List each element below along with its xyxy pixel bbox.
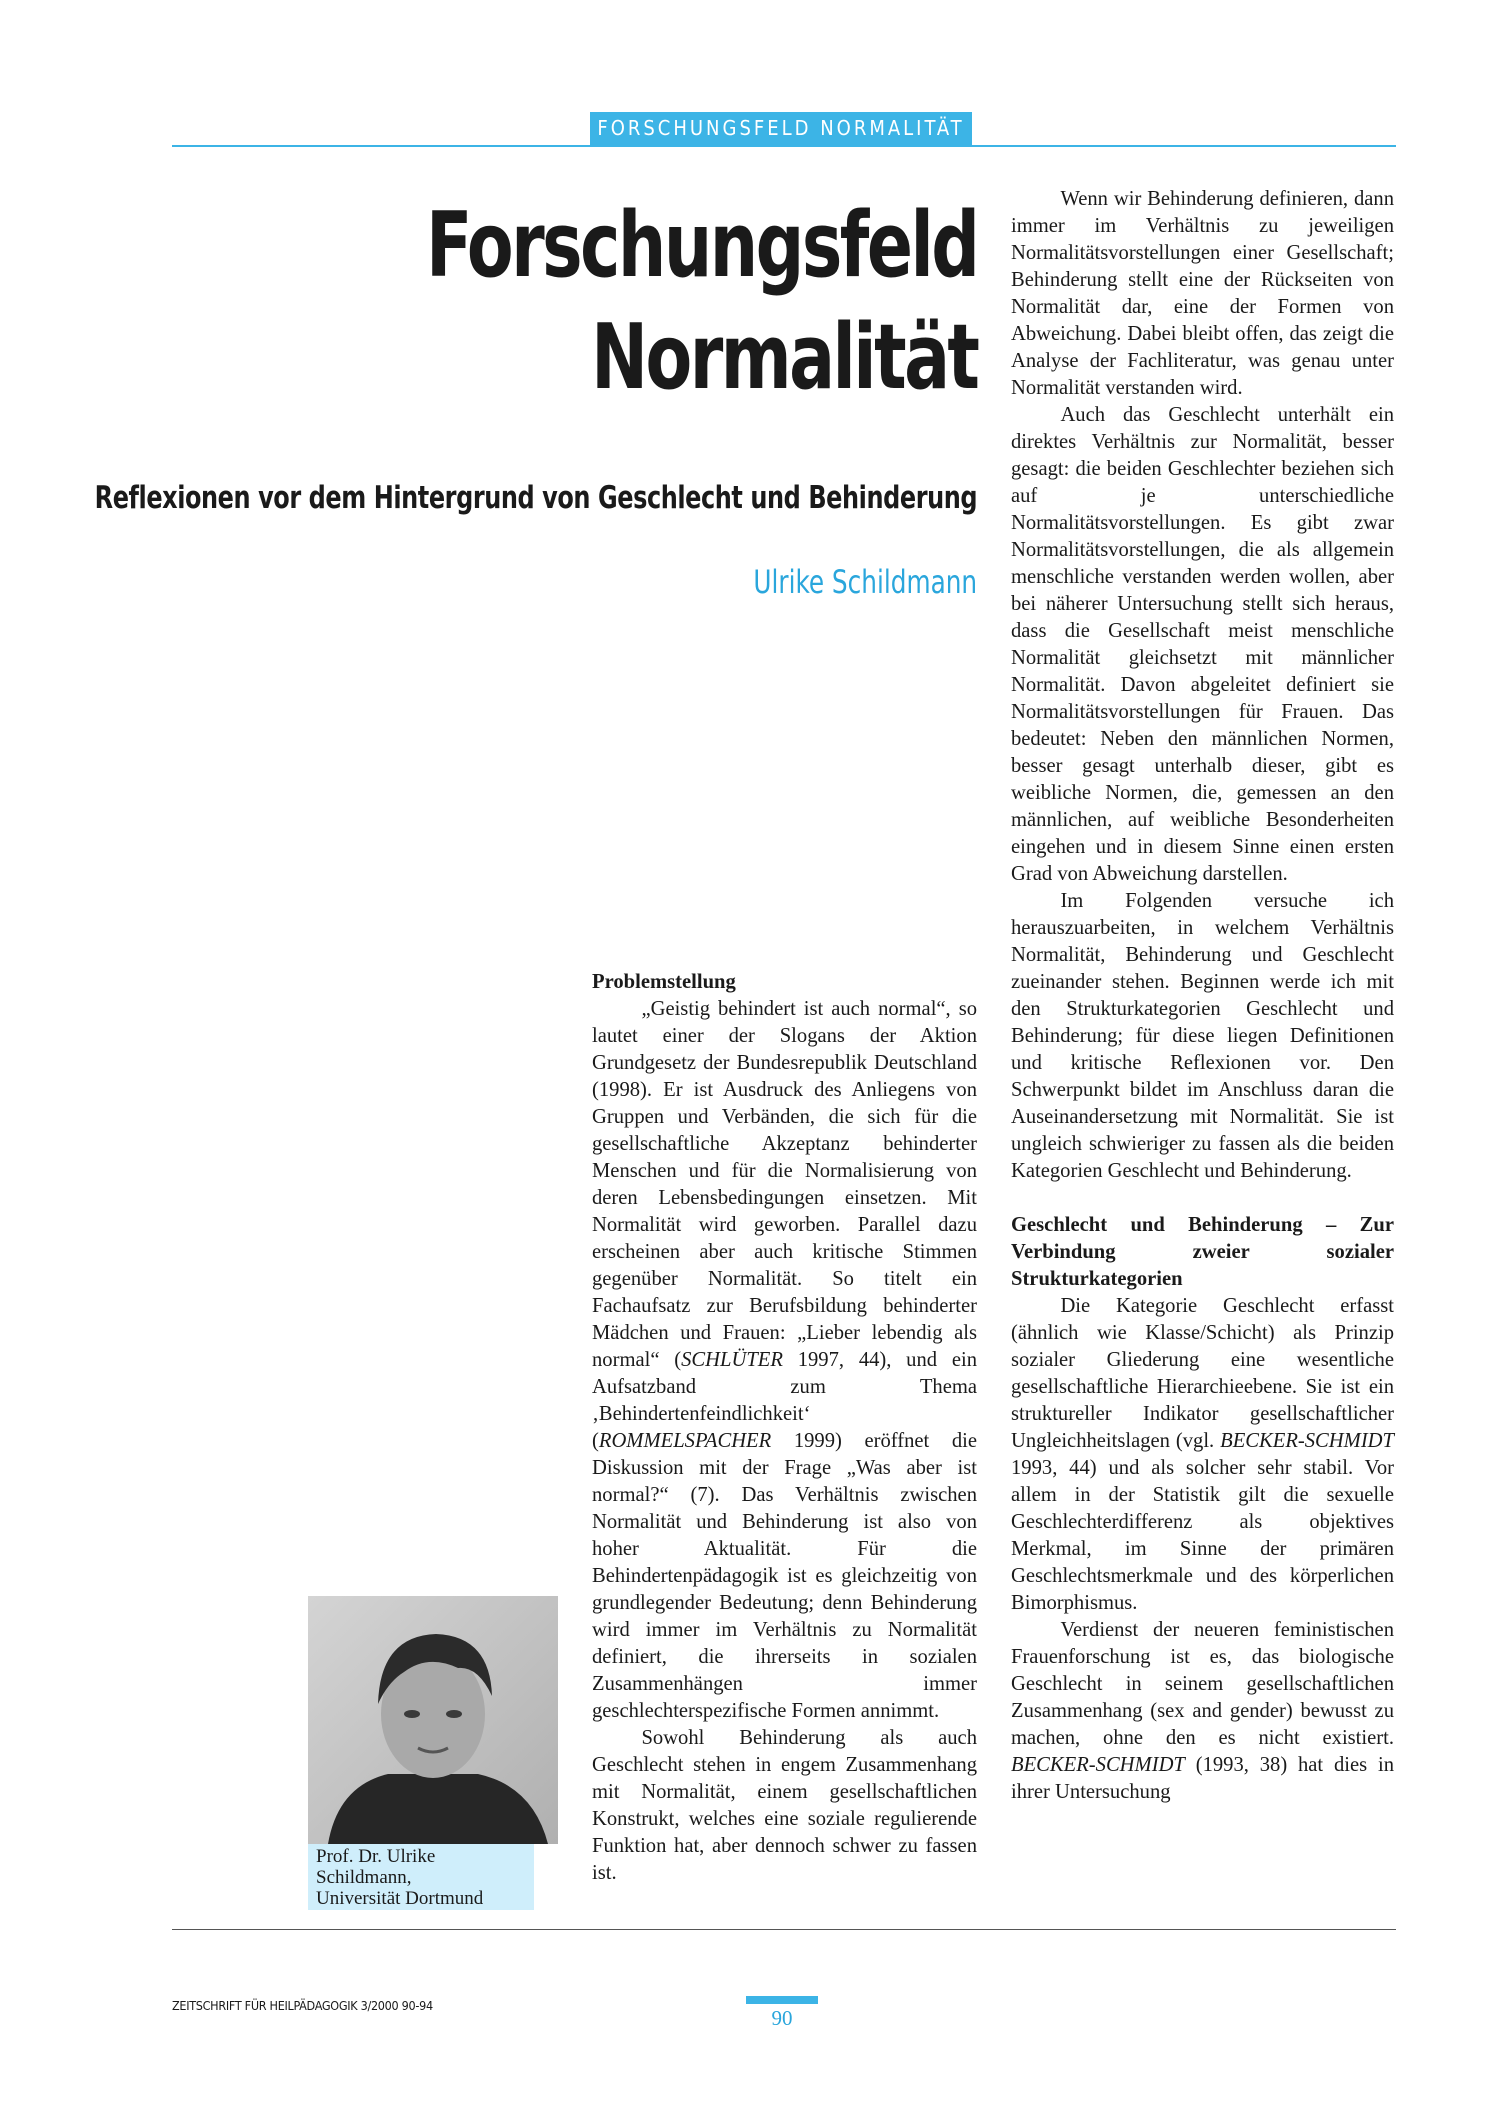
title-line-1: Forschungsfeld [425, 193, 977, 298]
paragraph: Verdienst der neueren feministischen Frauenforschung ist es, das biologische Geschlecht in seinem gesellschaftlichen Zusammenhang (sex and gender) bewusst zu machen, ohne den es nicht existiert. BECKER-SCHMIDT (1993, 38) hat dies in ihrer Untersuchung [1011, 1619, 1394, 1803]
article-subtitle: Reflexionen vor dem Hintergrund von Geschlecht und Behinderung [94, 480, 977, 516]
caption-line-1: Prof. Dr. Ulrike [316, 1846, 436, 1867]
citation: BECKER-SCHMIDT [1011, 1754, 1185, 1776]
page-number-bar [746, 1996, 818, 2004]
journal-reference: ZEITSCHRIFT FÜR HEILPÄDAGOGIK 3/2000 90-94 [172, 1998, 433, 2013]
section-heading-problemstellung: Problemstellung [592, 971, 736, 993]
article-author: Ulrike Schildmann [753, 563, 977, 601]
section-heading-geschlecht: Geschlecht und Behinderung – Zur Verbindung zweier sozialer Strukturkategorien [1011, 1214, 1394, 1290]
page-number: 90 [771, 2006, 793, 2030]
paragraph: Wenn wir Behinderung definieren, dann immer im Verhältnis zu jeweiligen Normalitätsvorstellungen einer Gesellschaft; Behinderung stellt eine der Rückseiten von Normalität dar, eine der Formen von Abweichung. Dabei bleibt offen, das zeigt die Analyse der Fachliteratur, was genau unter Normalität verstanden wird. [1011, 188, 1394, 399]
caption-line-2: Schildmann, [316, 1867, 412, 1888]
header-rule [172, 145, 1396, 147]
article-title [426, 190, 977, 414]
paragraph: Auch das Geschlecht unterhält ein direktes Verhältnis zur Normalität, besser gesagt: die beiden Geschlechter beziehen sich auf je unterschiedliche Normalitätsvorstellungen. Es gibt zwar Normalitätsvorstellungen, die als allgemein menschliche verstanden werden wollen, aber bei näherer Untersuchung stellt sich heraus, dass die Gesellschaft meist menschliche Normalität gleichsetzt mit männlicher Normalität. Davon abgeleitet definiert sie Normalitätsvorstellungen für Frauen. Das bedeutet: Neben den männlichen Normen, besser gesagt unterhalb dieser, gibt es weibliche Normen, die, gemessen an den männlichen, auf weibliche Besonderheiten eingehen und in diesem Sinne einen ersten Grad von Abweichung darstellen. [1011, 404, 1394, 885]
caption-line-3: Universität Dortmund [316, 1888, 484, 1909]
photo-caption [308, 1844, 534, 1910]
middle-column [592, 969, 977, 1887]
section-header: FORSCHUNGSFELD NORMALITÄT [590, 112, 972, 145]
footer-rule [172, 1929, 1396, 1930]
paragraph: Im Folgenden versuche ich herauszuarbeiten, in welchem Verhältnis Normalität, Behinderung und Geschlecht zueinander stehen. Beginnen werde ich mit den Strukturkategorien Geschlecht und Behinderung; für diese liegen Definitionen und kritische Reflexionen vor. Den Schwerpunkt bildet im Anschluss daran die Auseinandersetzung mit Normalität. Sie ist ungleich schwieriger zu fassen als die beiden Kategorien Geschlecht und Behinderung. [1011, 890, 1394, 1182]
paragraph: Die Kategorie Geschlecht erfasst (ähnlich wie Klasse/Schicht) als Prinzip sozialer Gliederung eine wesentliche gesellschaftliche Hierarchieebene. Sie ist ein struktureller Indikator gesellschaftlicher Ungleichheitslagen (vgl. BECKER-SCHMIDT 1993, 44) und als solcher sehr stabil. Vor allem in der Statistik gilt die sexuelle Geschlechterdifferenz als objektives Merkmal, im Sinne der primären Geschlechtsmerkmale und des körperlichen Bimorphismus. [1011, 1295, 1394, 1614]
paragraph: Sowohl Behinderung als auch Geschlecht stehen in engem Zusammenhang mit Normalität, einem gesellschaftlichen Konstrukt, welches eine soziale regulierende Funktion hat, aber dennoch schwer zu fassen ist. [592, 1727, 977, 1884]
author-photo [308, 1596, 558, 1844]
citation: SCHLÜTER [681, 1349, 783, 1371]
citation: BECKER-SCHMIDT [1220, 1430, 1394, 1452]
citation: ROMMELSPACHER [598, 1430, 772, 1452]
title-line-2: Normalität [590, 305, 977, 410]
right-column [1011, 186, 1394, 1806]
paragraph: „Geistig behindert ist auch normal“, so lautet einer der Slogans der Aktion Grundgesetz der Bundesrepublik Deutschland (1998). Er ist Ausdruck des Anliegens von Gruppen und Verbänden, die sich für die gesellschaftliche Akzeptanz behinderter Menschen und für die Normalisierung von deren Lebensbedingungen einsetzen. Mit Normalität wird geworben. Parallel dazu erscheinen aber auch kritische Stimmen gegenüber Normalität. So titelt ein Fachaufsatz zur Berufsbildung behinderter Mädchen und Frauen: „Lieber lebendig als normal“ (SCHLÜTER 1997, 44), und ein Aufsatzband zum Thema ‚Behindertenfeindlichkeit‘ (ROMMELSPACHER 1999) eröffnet die Diskussion mit der Frage „Was aber ist normal?“ (7). Das Verhältnis zwischen Normalität und Behinderung ist also von hoher Aktualität. Für die Behindertenpädagogik ist es gleichzeitig von grundlegender Bedeutung; denn Behinderung wird immer im Verhältnis zu Normalität definiert, die ihrerseits in sozialen Zusammenhängen immer geschlechterspezifische Formen annimmt. [592, 998, 977, 1722]
